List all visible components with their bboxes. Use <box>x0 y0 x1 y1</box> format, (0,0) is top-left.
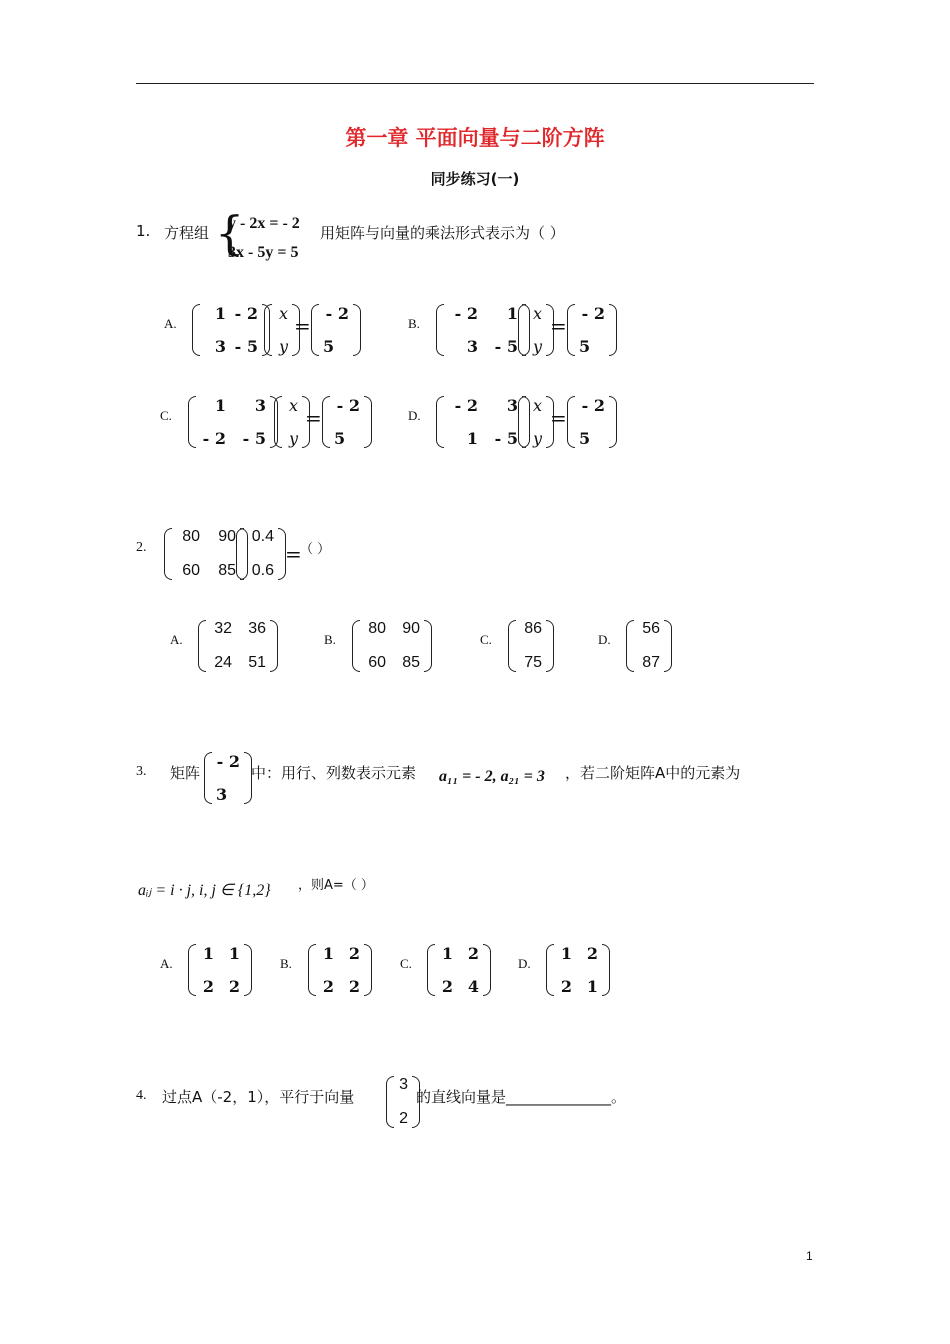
q3-option-c-matrix: 1 2 2 4 <box>427 944 491 996</box>
q1-equation-1: y - 2x = - 2 <box>228 215 300 232</box>
q1-option-a-vector: x y <box>264 304 300 356</box>
q2-option-d-vector: 56 87 <box>626 620 672 672</box>
q1-tail: 用矩阵与向量的乘法形式表示为（ ） <box>320 224 565 242</box>
q4-lead: 过点A（-2，1），平行于向量 <box>162 1088 355 1106</box>
q1-option-a-label: A. <box>164 316 177 331</box>
exercise-subtitle: 同步练习(一) <box>430 170 520 188</box>
q1-option-b-matrix: - 2 1 3 - 5 <box>436 304 530 356</box>
q2-tail: （ ） <box>300 542 331 557</box>
q3-line2-tail: ，则A=（ ） <box>298 878 374 893</box>
q1-option-c-result: - 2 5 <box>322 396 372 448</box>
q1-option-d-equals: = <box>550 406 567 430</box>
page-number: 1 <box>806 1249 813 1263</box>
q3-lead: 矩阵 <box>170 764 201 782</box>
q3-option-a-matrix: 1 1 2 2 <box>188 944 252 996</box>
q2-option-c-label: C. <box>480 632 492 647</box>
q1-option-d-result: - 2 5 <box>567 396 617 448</box>
q1-option-a-matrix: 1 - 2 3 - 5 <box>192 304 270 356</box>
q3-number: 3. <box>136 764 147 779</box>
q3-vector: - 2 3 <box>204 752 252 804</box>
q3-option-b-label: B. <box>280 956 292 971</box>
q1-number: 1. <box>136 222 151 240</box>
q1-option-d-label: D. <box>408 408 421 423</box>
q2-option-d-label: D. <box>598 632 611 647</box>
q2-vector: 0.4 0.6 <box>236 528 286 580</box>
q1-option-a-equals: = <box>294 314 311 338</box>
q2-option-b-label: B. <box>324 632 336 647</box>
q2-option-a-matrix: 32 36 24 51 <box>198 620 278 672</box>
q2-option-b-matrix: 80 90 60 85 <box>352 620 432 672</box>
q1-option-d-vector: x y <box>518 396 554 448</box>
q3-option-d-matrix: 1 2 2 1 <box>546 944 610 996</box>
q1-option-c-vector: x y <box>274 396 310 448</box>
header-rule <box>136 83 814 84</box>
q1-option-b-result: - 2 5 <box>567 304 617 356</box>
q2-number: 2. <box>136 540 147 555</box>
q3-option-a-label: A. <box>160 956 173 971</box>
chapter-title: 第一章 平面向量与二阶方阵 <box>345 126 605 150</box>
q4-vector: 3 2 <box>386 1076 420 1128</box>
q1-option-c-equals: = <box>305 406 322 430</box>
q1-option-d-matrix: - 2 3 1 - 5 <box>436 396 530 448</box>
q1-option-b-equals: = <box>550 314 567 338</box>
q1-option-b-vector: x y <box>518 304 554 356</box>
q3-option-c-label: C. <box>400 956 412 971</box>
q3-option-b-matrix: 1 2 2 2 <box>308 944 372 996</box>
q4-number: 4. <box>136 1088 147 1103</box>
q3-mid: 中：用行、列数表示元素 <box>251 764 417 782</box>
q3-option-d-label: D. <box>518 956 531 971</box>
q1-equation-2: 3x - 5y = 5 <box>228 244 299 261</box>
q3-tail: ，若二阶矩阵A中的元素为 <box>565 764 741 782</box>
q3-element-rule: aᵢⱼ = i · j, i, j ∈ {1,2} <box>138 882 271 899</box>
q2-option-c-vector: 86 75 <box>508 620 554 672</box>
q1-lead: 方程组 <box>164 224 210 242</box>
q1-option-c-label: C. <box>160 408 172 423</box>
q3-elements: a₁₁ = - 2, a₂₁ = 3 <box>439 768 545 785</box>
q1-option-a-result: - 2 5 <box>311 304 361 356</box>
q2-equals: = <box>285 542 302 566</box>
q2-matrix: 80 90 60 85 <box>164 528 248 580</box>
q4-tail: 的直线向量是______________。 <box>416 1088 627 1106</box>
q1-system-brace: { <box>215 206 245 260</box>
q1-option-c-matrix: 1 3 - 2 - 5 <box>188 396 278 448</box>
q2-option-a-label: A. <box>170 632 183 647</box>
q1-option-b-label: B. <box>408 316 420 331</box>
